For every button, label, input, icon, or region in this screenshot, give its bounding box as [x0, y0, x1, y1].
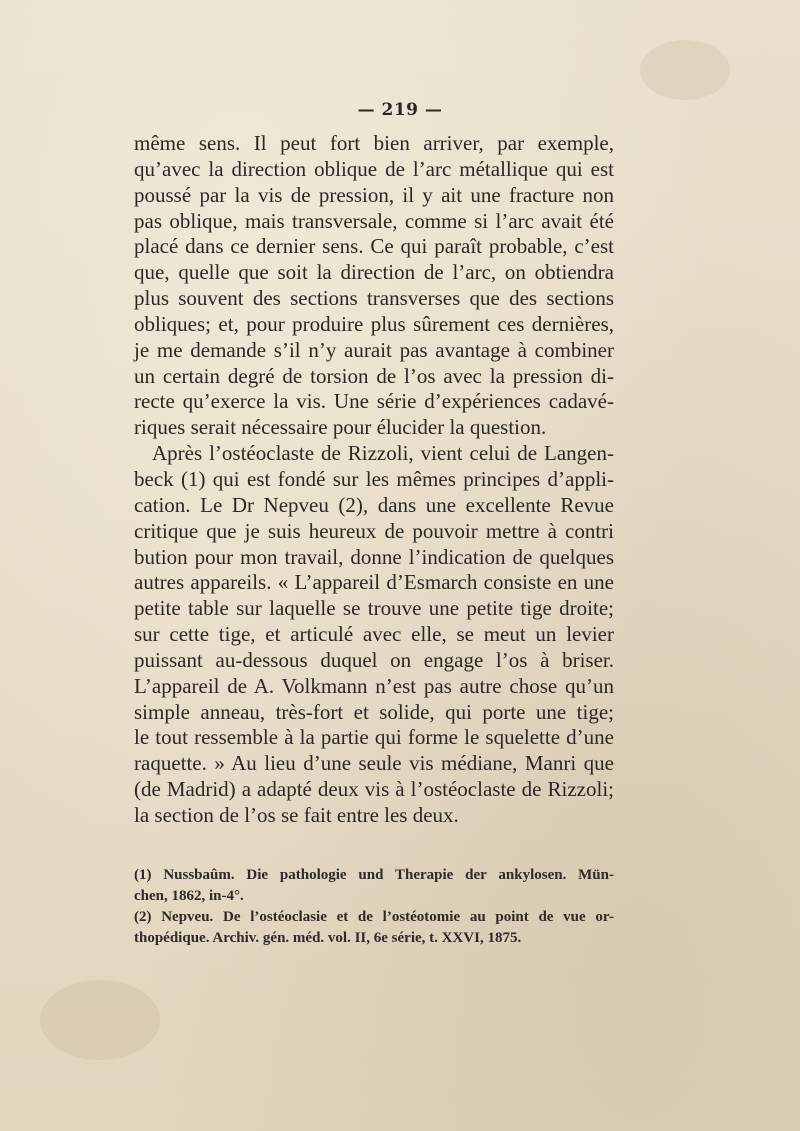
text-line: (de Madrid) a adapté deux vis à l’ostéoclaste de Rizzoli;	[134, 777, 614, 802]
text-line: recte qu’exerce la vis. Une série d’expériences cadavé-	[134, 389, 614, 414]
footnotes	[134, 865, 614, 949]
footnote-line: chen, 1862, in-4°.	[134, 888, 244, 904]
text-line: Après l’ostéoclaste de Rizzoli, vient celui de Langen-	[152, 441, 614, 466]
text-line: poussé par la vis de pression, il y ait une fracture non	[134, 182, 614, 207]
text-line: qu’avec la direction oblique de l’arc métallique qui est	[134, 156, 614, 181]
text-line: petite table sur laquelle se trouve une petite tige droite;	[134, 596, 614, 621]
text-line: critique que je suis heureux de pouvoir mettre à contri	[134, 518, 614, 543]
text-line: beck (1) qui est fondé sur les mêmes principes d’appli-	[134, 466, 614, 491]
text-line: placé dans ce dernier sens. Ce qui paraît probable, c’est	[134, 234, 614, 259]
text-line: bution pour mon travail, donne l’indication de quelques	[134, 544, 614, 569]
paper-stain	[40, 980, 160, 1060]
text-line: la section de l’os se fait entre les deux.	[134, 802, 459, 827]
text-line: je me demande s’il n’y aurait pas avantage à combiner	[134, 337, 614, 362]
body-text	[134, 131, 614, 829]
text-line: un certain degré de torsion de l’os avec la pression di-	[134, 363, 614, 388]
footnote-line: (1) Nussbaûm. Die pathologie und Therapie der ankylosen. Mün-	[134, 867, 614, 883]
text-line: sur cette tige, et articulé avec elle, se meut un levier	[134, 622, 614, 647]
text-line: obliques; et, pour produire plus sûrement ces dernières,	[134, 311, 614, 336]
text-line: autres appareils. « L’appareil d’Esmarch consiste en une	[134, 570, 614, 595]
text-line: que, quelle que soit la direction de l’arc, on obtiendra	[134, 260, 614, 285]
paper-stain	[640, 40, 730, 100]
text-line: pas oblique, mais transversale, comme si l’arc avait été	[134, 208, 614, 233]
text-line: L’appareil de A. Volkmann n’est pas autre chose qu’un	[134, 673, 614, 698]
text-line: plus souvent des sections transverses que des sections	[134, 286, 614, 311]
text-line: cation. Le Dr Nepveu (2), dans une excellente Revue	[134, 492, 614, 517]
text-line: simple anneau, très-fort et solide, qui porte une tige;	[134, 699, 614, 724]
footnote-line: thopédique. Archiv. gén. méd. vol. II, 6e série, t. XXVI, 1875.	[134, 930, 522, 946]
footnote-line: (2) Nepveu. De l’ostéoclasie et de l’ostéotomie au point de vue or-	[134, 909, 614, 925]
text-line: riques serait nécessaire pour élucider la question.	[134, 415, 547, 440]
text-line: le tout ressemble à la partie qui forme le squelette d’une	[134, 725, 614, 750]
text-line: puissant au-dessous duquel on engage l’os à briser.	[134, 647, 614, 672]
text-line: même sens. Il peut fort bien arriver, par exemple,	[134, 131, 614, 155]
text-line: raquette. » Au lieu d’une seule vis médiane, Manri que	[134, 751, 614, 776]
page-number: — 219 —	[357, 100, 443, 120]
